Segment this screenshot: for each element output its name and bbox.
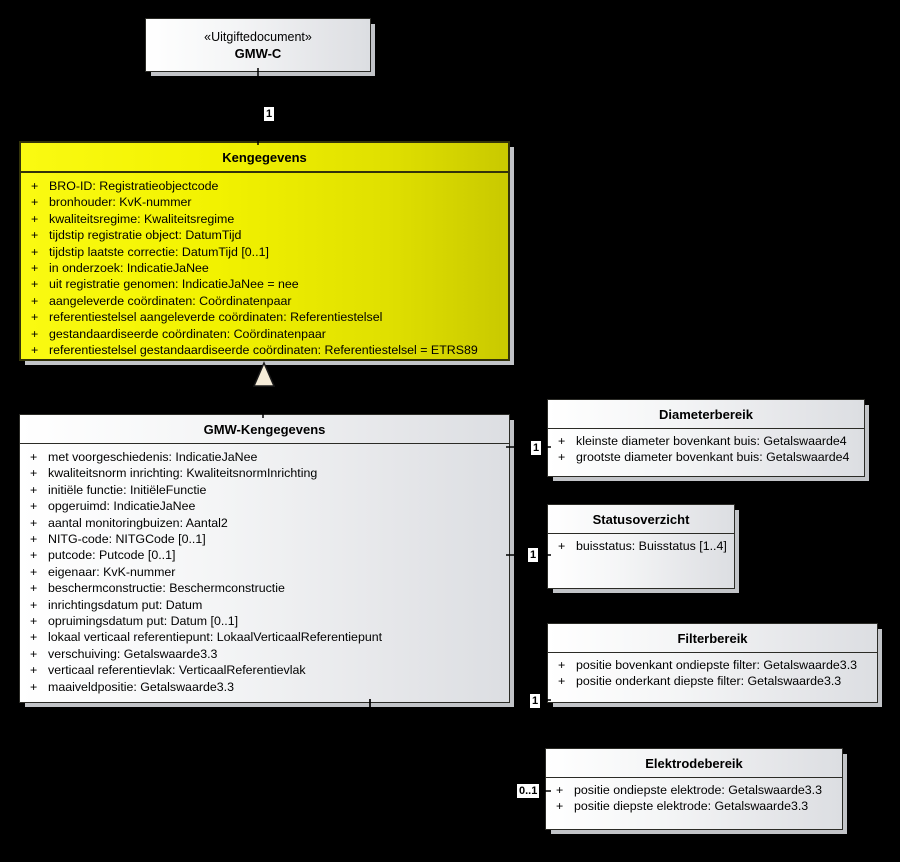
attribute-text: positie onderkant diepste filter: Getalswaarde3.3: [576, 673, 842, 688]
attribute: [24, 580, 503, 596]
visibility-plus: +: [558, 658, 566, 672]
visibility-plus: +: [558, 539, 566, 553]
attribute: [25, 309, 502, 325]
attribute: [24, 465, 503, 481]
visibility-plus: +: [30, 515, 38, 530]
attribute-text: beschermconstructie: Beschermconstructie: [48, 581, 285, 596]
attribute: [24, 679, 503, 695]
attribute-text: tijdstip laatste correctie: DatumTijd [0..1]: [49, 244, 269, 259]
attribute: [552, 674, 871, 690]
multiplicity-label: 0..1: [519, 785, 538, 797]
visibility-plus: +: [31, 277, 39, 292]
visibility-plus: +: [556, 783, 564, 797]
class-name: GMW-Kengegevens: [20, 415, 509, 444]
attribute-text: eigenaar: KvK-nummer: [48, 564, 176, 579]
attribute: [24, 547, 503, 563]
attributes-compartment: [21, 173, 508, 361]
attribute-text: in onderzoek: IndicatieJaNee: [49, 261, 209, 276]
visibility-plus: +: [30, 548, 38, 563]
visibility-plus: +: [30, 597, 38, 612]
attribute: [24, 531, 503, 547]
visibility-plus: +: [30, 532, 38, 547]
attribute-text: aantal monitoringbuizen: Aantal2: [48, 515, 228, 530]
attribute-text: opgeruimd: IndicatieJaNee: [48, 499, 196, 514]
attribute: [24, 449, 503, 465]
visibility-plus: +: [30, 663, 38, 678]
attribute: [552, 539, 728, 555]
class-diameterbereik[interactable]: [547, 399, 865, 477]
class-header: [146, 19, 370, 62]
attribute-text: uit registratie genomen: IndicatieJaNee = nee: [49, 277, 299, 292]
visibility-plus: +: [30, 679, 38, 694]
attribute: [24, 597, 503, 613]
attribute: [25, 260, 502, 276]
class-gmw-kengegevens[interactable]: [19, 414, 510, 703]
attributes-compartment: [546, 778, 842, 817]
class-name: Filterbereik: [548, 624, 877, 653]
attribute: [25, 227, 502, 243]
multiplicity-label: 1: [530, 549, 537, 561]
attribute: [25, 342, 502, 358]
attribute-text: opruimingsdatum put: Datum [0..1]: [48, 614, 239, 629]
visibility-plus: +: [31, 179, 39, 193]
attribute: [24, 515, 503, 531]
attribute-text: aangeleverde coördinaten: Coördinatenpaar: [49, 293, 292, 308]
visibility-plus: +: [31, 326, 39, 341]
visibility-plus: +: [31, 244, 39, 259]
attribute-text: kwaliteitsnorm inrichting: KwaliteitsnormInrichting: [48, 466, 318, 481]
attribute-text: positie bovenkant ondiepste filter: Getalswaarde3.3: [576, 658, 858, 672]
attribute: [550, 783, 836, 799]
attribute: [552, 434, 858, 450]
visibility-plus: +: [31, 343, 39, 358]
visibility-plus: +: [30, 450, 38, 464]
class-name: Kengegevens: [21, 143, 508, 173]
attribute-text: verschuiving: Getalswaarde3.3: [48, 646, 218, 661]
attribute-text: putcode: Putcode [0..1]: [48, 548, 176, 563]
attribute: [24, 646, 503, 662]
visibility-plus: +: [558, 449, 566, 464]
attribute: [25, 244, 502, 260]
attribute: [552, 450, 858, 466]
attribute-text: referentiestelsel aangeleverde coördinaten: Referentiestelsel: [49, 310, 383, 325]
visibility-plus: +: [30, 499, 38, 514]
attribute: [25, 211, 502, 227]
multiplicity-label: 1: [532, 695, 539, 707]
attribute: [552, 658, 871, 674]
attribute: [25, 178, 502, 194]
visibility-plus: +: [31, 211, 39, 226]
visibility-plus: +: [30, 466, 38, 481]
visibility-plus: +: [30, 630, 38, 645]
attribute-text: inrichtingsdatum put: Datum: [48, 597, 203, 612]
class-name: Diameterbereik: [548, 400, 864, 429]
visibility-plus: +: [31, 228, 39, 243]
visibility-plus: +: [31, 195, 39, 210]
attributes-compartment: [20, 444, 509, 698]
class-filterbereik[interactable]: [547, 623, 878, 703]
attribute-text: positie diepste elektrode: Getalswaarde3.3: [574, 798, 809, 813]
multiplicity-label: 1: [266, 108, 273, 120]
attribute-text: met voorgeschiedenis: IndicatieJaNee: [48, 450, 258, 464]
attribute: [24, 482, 503, 498]
visibility-plus: +: [558, 434, 566, 448]
attribute-text: initiële functie: InitiëleFunctie: [48, 482, 207, 497]
visibility-plus: +: [31, 261, 39, 276]
attribute-text: referentiestelsel gestandaardiseerde coördinaten: Referentiestelsel = ETRS89: [49, 343, 478, 358]
class-name: Statusoverzicht: [548, 505, 734, 534]
visibility-plus: +: [556, 798, 564, 813]
class-name: Elektrodebereik: [546, 749, 842, 778]
attributes-compartment: [548, 429, 864, 468]
attribute: [24, 564, 503, 580]
attribute-text: gestandaardiseerde coördinaten: Coördinatenpaar: [49, 326, 326, 341]
attribute-text: BRO-ID: Registratieobjectcode: [49, 179, 219, 193]
generalization-arrow-icon: [254, 363, 274, 386]
visibility-plus: +: [30, 614, 38, 629]
visibility-plus: +: [30, 581, 38, 596]
attribute: [25, 293, 502, 309]
attribute-text: NITG-code: NITGCode [0..1]: [48, 532, 206, 547]
class-statusoverzicht[interactable]: [547, 504, 735, 589]
visibility-plus: +: [31, 293, 39, 308]
visibility-plus: +: [30, 482, 38, 497]
attribute: [24, 613, 503, 629]
attribute-text: positie ondiepste elektrode: Getalswaarde3.3: [574, 783, 822, 797]
attribute: [550, 799, 836, 815]
attribute: [25, 326, 502, 342]
stereotype-label: «Uitgiftedocument»: [204, 30, 312, 44]
attribute: [24, 662, 503, 678]
multiplicity-label: 1: [533, 442, 540, 454]
attribute: [24, 498, 503, 514]
attribute-text: tijdstip registratie object: DatumTijd: [49, 228, 242, 243]
attribute-text: grootste diameter bovenkant buis: Getalswaarde4: [576, 449, 850, 464]
association-line-elektrodebereik: [370, 699, 551, 791]
attributes-compartment: [548, 653, 877, 692]
class-kengegevens[interactable]: [19, 141, 510, 361]
attribute-text: verticaal referentievlak: VerticaalReferentievlak: [48, 663, 306, 678]
class-gmw-c[interactable]: [145, 18, 371, 72]
visibility-plus: +: [31, 310, 39, 325]
visibility-plus: +: [30, 564, 38, 579]
class-name: GMW-C: [234, 46, 282, 61]
class-elektrodebereik[interactable]: [545, 748, 843, 830]
attribute: [25, 276, 502, 292]
visibility-plus: +: [30, 646, 38, 661]
attributes-compartment: [548, 534, 734, 558]
attribute-text: kleinste diameter bovenkant buis: Getalswaarde4: [576, 434, 847, 448]
attribute-text: buisstatus: Buisstatus [1..4]: [576, 539, 727, 553]
attribute-text: kwaliteitsregime: Kwaliteitsregime: [49, 211, 235, 226]
attribute: [25, 194, 502, 210]
attribute: [24, 629, 503, 645]
visibility-plus: +: [558, 673, 566, 688]
attribute-text: bronhouder: KvK-nummer: [49, 195, 192, 210]
attribute-text: maaiveldpositie: Getalswaarde3.3: [48, 679, 234, 694]
attribute-text: lokaal verticaal referentiepunt: LokaalVerticaalReferentiepunt: [48, 630, 383, 645]
